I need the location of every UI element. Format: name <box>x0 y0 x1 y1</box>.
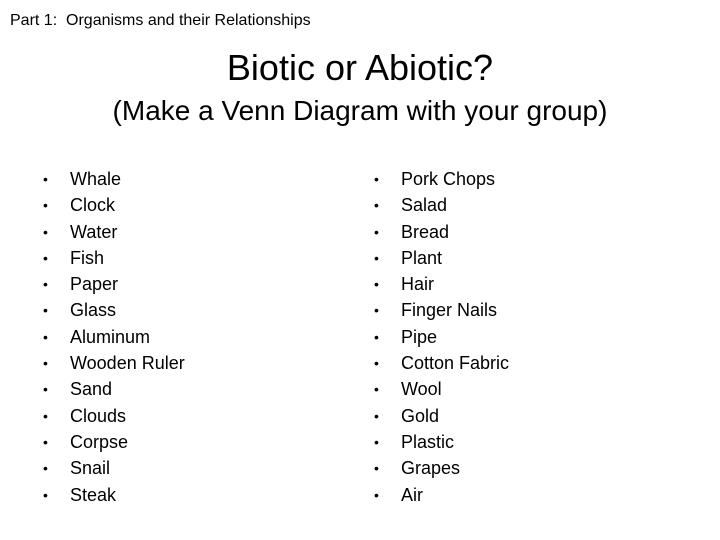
part-label: Part 1: Organisms and their Relationships <box>10 12 311 29</box>
list-item <box>374 429 509 455</box>
list-item <box>374 455 509 481</box>
list-item <box>374 403 509 429</box>
item-label: Bread <box>401 221 450 242</box>
bullet-icon: • <box>374 407 379 424</box>
bullet-icon: • <box>374 486 379 503</box>
bullet-icon: • <box>374 460 379 477</box>
item-label: Plant <box>401 247 443 268</box>
item-label: Corpse <box>70 431 129 452</box>
bullet-icon: • <box>43 460 48 477</box>
bullet-icon: • <box>43 433 48 450</box>
item-label: Gold <box>401 405 440 426</box>
bullet-icon: • <box>374 223 379 240</box>
bullet-icon: • <box>374 433 379 450</box>
item-label: Clouds <box>70 405 127 426</box>
list-item <box>374 297 509 323</box>
bullet-icon: • <box>374 249 379 266</box>
item-label: Finger Nails <box>401 300 498 321</box>
item-label: Cotton Fabric <box>401 353 510 374</box>
item-label: Aluminum <box>70 326 151 347</box>
item-label: Air <box>401 484 423 505</box>
slide-title: Biotic or Abiotic? <box>226 47 494 88</box>
bullet-icon: • <box>43 197 48 214</box>
item-label: Glass <box>70 300 117 321</box>
item-label: Paper <box>70 274 119 295</box>
list-item <box>43 192 185 218</box>
left-item-list <box>43 166 185 508</box>
bullet-icon: • <box>374 355 379 372</box>
item-label: Pork Chops <box>401 169 496 189</box>
list-item <box>374 350 509 376</box>
list-item <box>43 455 185 481</box>
bullet-icon: • <box>374 276 379 293</box>
bullet-icon: • <box>374 302 379 319</box>
list-item <box>43 482 185 508</box>
bullet-icon: • <box>43 171 48 187</box>
list-item <box>374 324 509 350</box>
list-item <box>43 350 185 376</box>
list-item <box>374 166 509 192</box>
list-item <box>43 324 185 350</box>
bullet-icon: • <box>43 355 48 372</box>
item-label: Clock <box>70 195 116 216</box>
bullet-icon: • <box>43 249 48 266</box>
bullet-icon: • <box>43 302 48 319</box>
bullet-icon: • <box>374 197 379 214</box>
item-label: Sand <box>70 379 113 400</box>
item-label: Wool <box>401 379 442 400</box>
list-item <box>43 403 185 429</box>
list-item <box>43 376 185 402</box>
item-label: Salad <box>401 195 448 216</box>
bullet-icon: • <box>43 223 48 240</box>
slide-subtitle: (Make a Venn Diagram with your group) <box>112 95 608 126</box>
list-item <box>374 192 509 218</box>
item-label: Snail <box>70 458 111 479</box>
list-item <box>374 245 509 271</box>
item-label: Whale <box>70 169 122 189</box>
item-label: Fish <box>70 247 105 268</box>
list-item <box>43 429 185 455</box>
list-item <box>43 166 185 192</box>
item-label: Pipe <box>401 326 438 347</box>
list-item <box>374 219 509 245</box>
list-item <box>43 297 185 323</box>
bullet-icon: • <box>43 486 48 503</box>
item-label: Steak <box>70 484 117 505</box>
bullet-icon: • <box>374 328 379 345</box>
list-item <box>43 219 185 245</box>
item-label: Wooden Ruler <box>70 353 185 374</box>
item-label: Grapes <box>401 458 461 479</box>
item-label: Plastic <box>401 431 455 452</box>
bullet-icon: • <box>43 407 48 424</box>
bullet-icon: • <box>374 171 379 187</box>
bullet-icon: • <box>43 276 48 293</box>
bullet-icon: • <box>43 328 48 345</box>
list-item <box>374 271 509 297</box>
list-item <box>374 376 509 402</box>
list-item <box>43 245 185 271</box>
item-label: Hair <box>401 274 435 295</box>
bullet-icon: • <box>374 381 379 398</box>
list-item <box>374 482 509 508</box>
list-item <box>43 271 185 297</box>
bullet-icon: • <box>43 381 48 398</box>
right-item-list <box>374 166 509 508</box>
item-label: Water <box>70 221 118 242</box>
